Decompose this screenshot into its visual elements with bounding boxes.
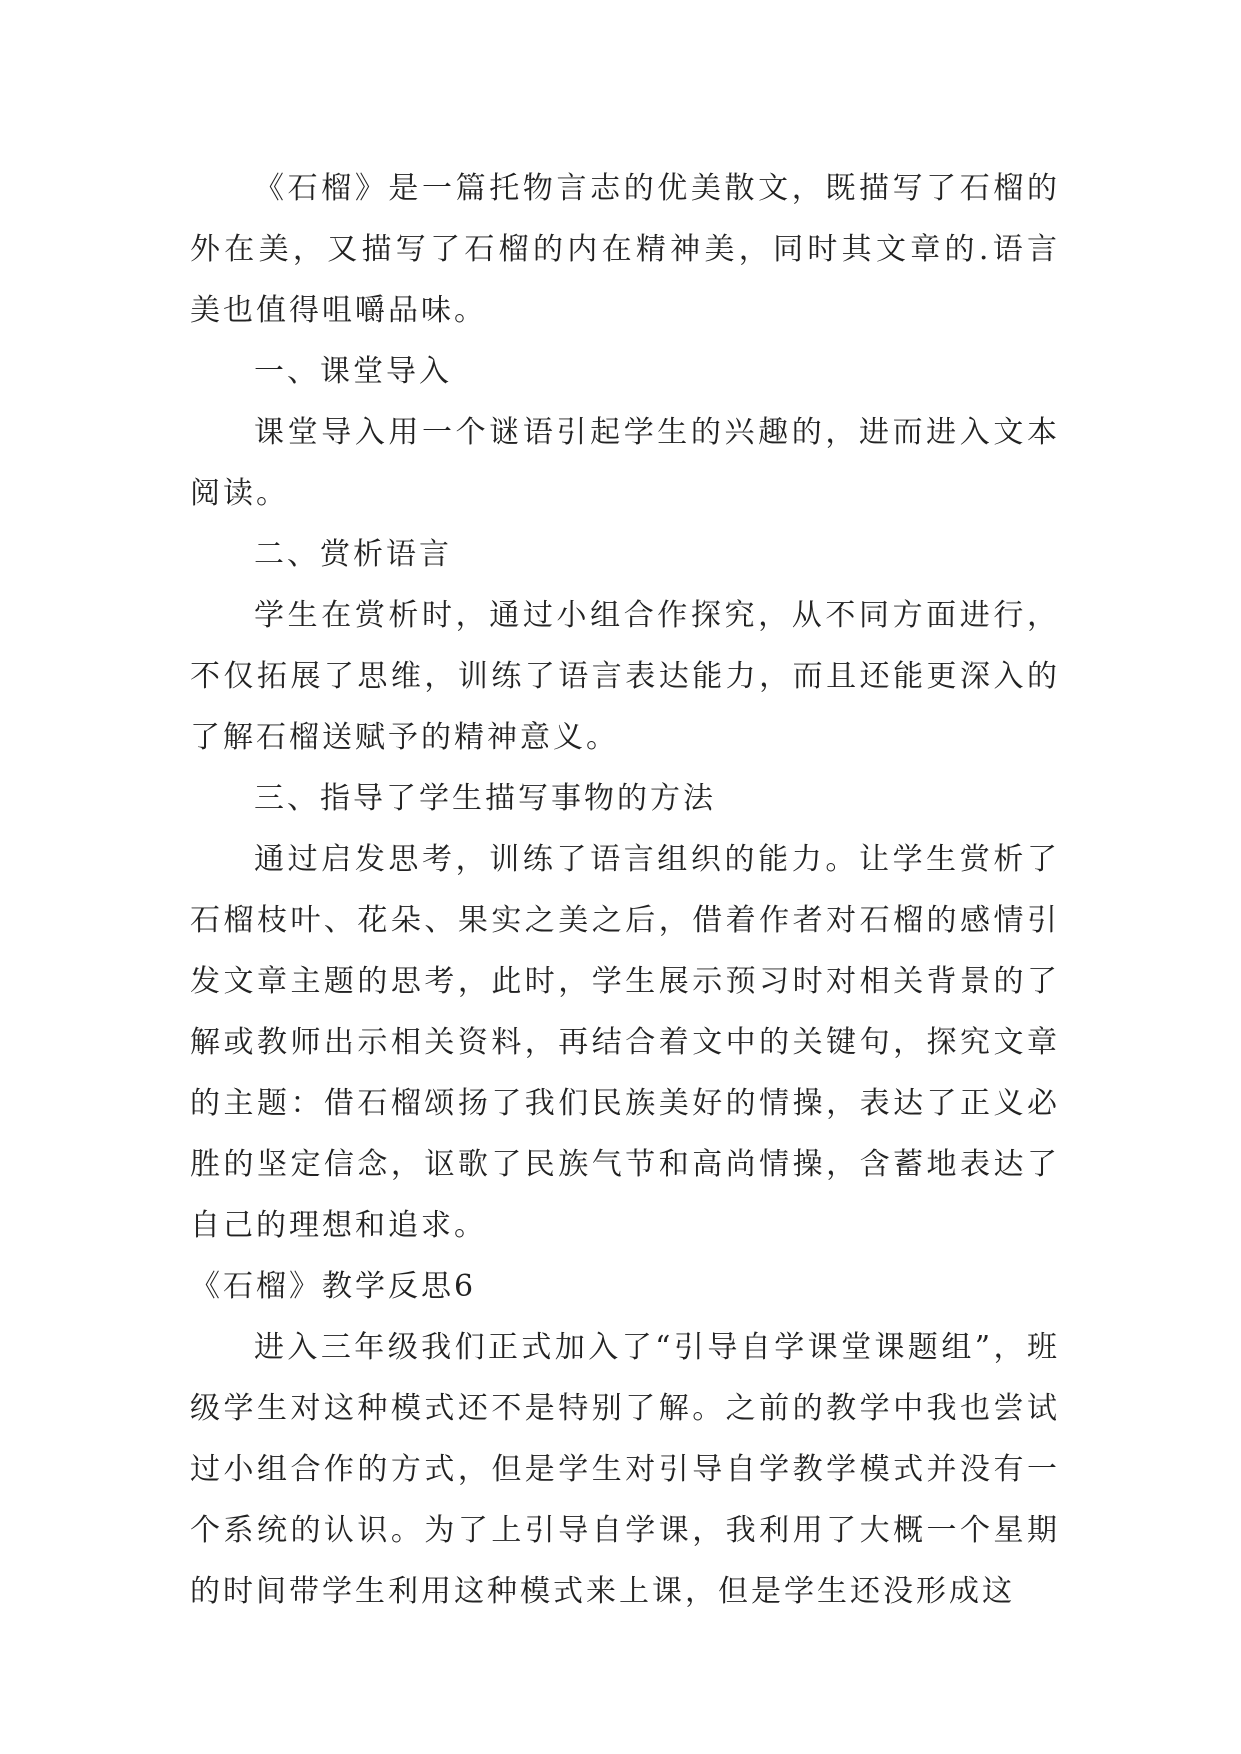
paragraph-section-3: 通过启发思考，训练了语言组织的能力。让学生赏析了石榴枝叶、花朵、果实之美之后，借着作者对石榴的感情引发文章主题的思考，此时，学生展示预习时对相关背景的了解或教师出示相关资料，再结合着文中的关键句，探究文章的主题：借石榴颂扬了我们民族美好的情操，表达了正义必胜的坚定信念，讴歌了民族气节和高尚情操，含蓄地表达了自己的理想和追求。: [190, 842, 1060, 1243]
heading-section-2: 二、赏析语言: [254, 537, 452, 572]
heading-section-3: 三、指导了学生描写事物的方法: [254, 781, 716, 816]
paragraph-intro: 《石榴》是一篇托物言志的优美散文，既描写了石榴的外在美，又描写了石榴的内在精神美，同时其文章的.语言美也值得咀嚼品味。: [190, 171, 1060, 328]
document-body: [190, 158, 1060, 1622]
article-title: 《石榴》教学反思6: [190, 1269, 477, 1304]
paragraph-reflection: 进入三年级我们正式加入了“引导自学课堂课题组”，班级学生对这种模式还不是特别了解。之前的教学中我也尝试过小组合作的方式，但是学生对引导自学教学模式并没有一个系统的认识。为了上引导自学课，我利用了大概一个星期的时间带学生利用这种模式来上课，但是学生还没形成这: [190, 1330, 1060, 1609]
paragraph-section-2: 学生在赏析时，通过小组合作探究，从不同方面进行，不仅拓展了思维，训练了语言表达能力，而且还能更深入的了解石榴送赋予的精神意义。: [190, 598, 1060, 755]
paragraph-section-1: 课堂导入用一个谜语引起学生的兴趣的，进而进入文本阅读。: [190, 415, 1060, 511]
heading-section-1: 一、课堂导入: [254, 354, 452, 389]
